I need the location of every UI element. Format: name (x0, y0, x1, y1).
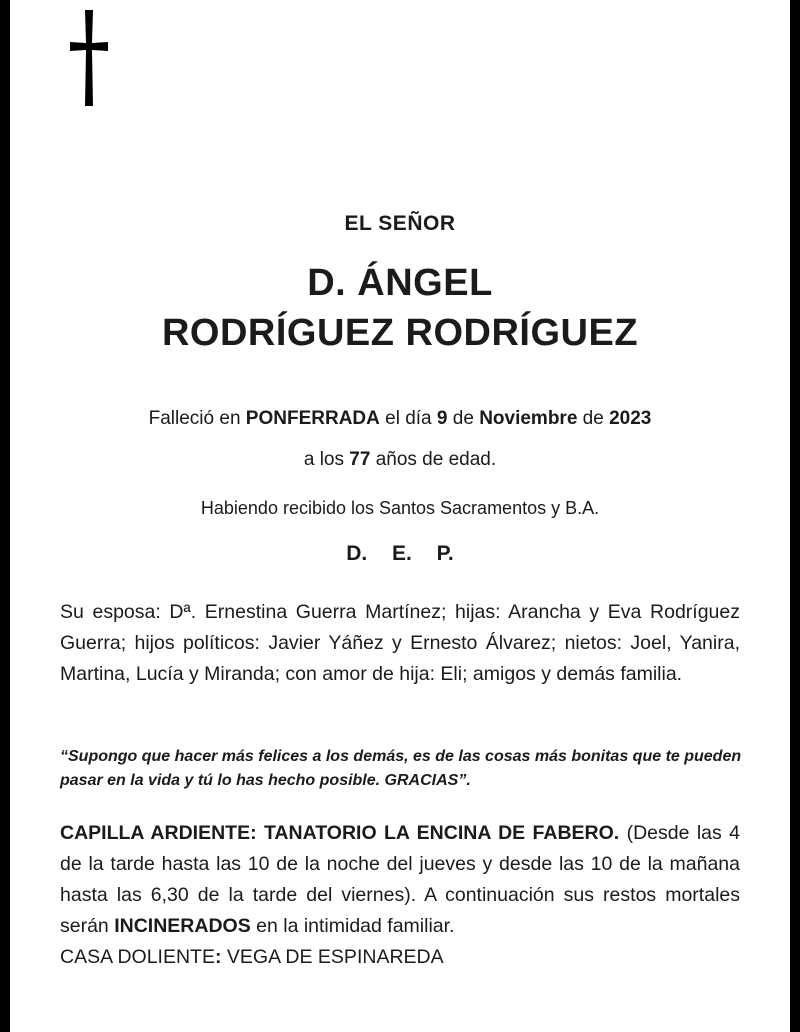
wake-venue: CAPILLA ARDIENTE: TANATORIO LA ENCINA DE FABERO. (60, 822, 620, 844)
deceased-name-line2: RODRÍGUEZ RODRÍGUEZ (161, 312, 639, 354)
death-day: 9 (436, 408, 448, 429)
death-line-text: de (577, 408, 610, 429)
deceased-name-line1: D. ÁNGEL (307, 262, 493, 304)
death-month: Noviembre (479, 408, 578, 429)
death-place-date-line (10, 408, 790, 430)
death-line-text: Falleció en (148, 408, 246, 429)
honorific-title: EL SEÑOR (344, 212, 456, 235)
mourning-home-line (60, 946, 740, 969)
dep-abbreviation: D. E. P. (346, 542, 454, 565)
age-line (10, 449, 790, 471)
cremation-emphasis: INCINERADOS (114, 915, 251, 937)
age-line-text: a los (303, 449, 350, 470)
wake-information-paragraph (60, 818, 740, 942)
death-place: PONFERRADA (245, 408, 380, 429)
death-line-text: el día (379, 408, 437, 429)
death-line-text: de (447, 408, 480, 429)
mourning-home-value: VEGA DE ESPINAREDA (221, 946, 444, 968)
wake-schedule-text: (Desde las 4 de la tarde hasta las 10 de la noche del jueves y desde las 10 de la mañana hasta las 6,30 de la tarde del viernes). A continuación sus restos mortales serán (60, 822, 740, 937)
mourning-home-colon: : (214, 946, 222, 968)
left-border-bar (0, 0, 10, 1032)
age-line-text: años de edad. (370, 449, 497, 470)
mourning-home-label: CASA DOLIENTE (60, 946, 215, 968)
deceased-name (10, 258, 790, 358)
age-value: 77 (349, 449, 371, 470)
latin-cross-icon (66, 10, 112, 106)
sacraments-line: Habiendo recibido los Santos Sacramentos y B.A. (200, 498, 600, 518)
memorial-quote: “Supongo que hacer más felices a los demás, es de las cosas más bonitas que te pueden pasar en la vida y tú lo has hecho posible. GRACIAS”. (60, 748, 742, 789)
wake-closing-text: en la intimidad familiar. (250, 915, 455, 937)
right-border-bar (790, 0, 800, 1032)
obituary-content (10, 0, 790, 1032)
family-paragraph: Su esposa: Dª. Ernestina Guerra Martínez; hijas: Arancha y Eva Rodríguez Guerra; hijos políticos: Javier Yáñez y Ernesto Álvarez; nietos: Joel, Yanira, Martina, Lucía y Miranda; con amor de hija: Eli; amigos y demás familia. (60, 601, 740, 685)
death-year: 2023 (609, 408, 652, 429)
